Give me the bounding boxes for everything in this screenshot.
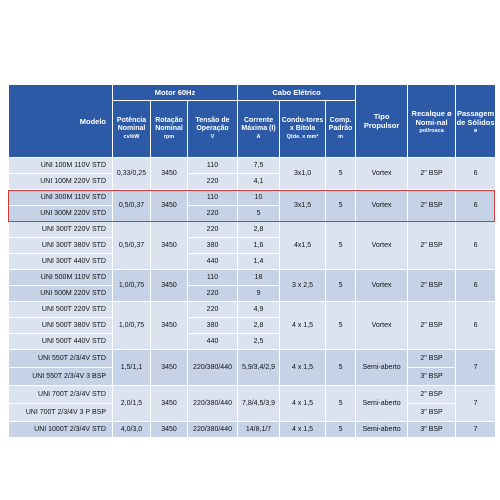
rotacao-cell: 3450 [151, 270, 188, 302]
header-corrente [238, 101, 280, 158]
header-potencia-unit: cv/kW [123, 134, 140, 141]
comp-cell: 5 [326, 270, 356, 302]
tipo-cell: Vortex [356, 190, 408, 222]
corrente-cell: 2,5 [238, 334, 280, 350]
table-row [9, 222, 496, 238]
tensao-cell: 220 [188, 174, 238, 190]
header-group-cabo: Cabo Elétrico [238, 85, 356, 101]
recalque-cell: 2" BSP [408, 190, 456, 222]
passagem-cell: 6 [456, 302, 496, 350]
potencia-cell: 0,33/0,25 [113, 158, 151, 190]
header-passagem-label: Passagem de Sólidos [456, 108, 495, 127]
pump-spec-table-container [8, 84, 495, 438]
tensao-cell: 110 [188, 158, 238, 174]
model-cell: UNI 500T 440V STD [9, 334, 113, 350]
recalque-cell: 2" BSP [408, 386, 456, 404]
header-condutores-unit: Qtde. x mm² [286, 134, 319, 141]
tipo-cell: Semi-aberto [356, 386, 408, 422]
potencia-cell: 2,0/1,5 [113, 386, 151, 422]
model-cell: UNI 500M 110V STD [9, 270, 113, 286]
model-cell: UNI 100M 110V STD [9, 158, 113, 174]
tensao-cell: 220/380/440 [188, 386, 238, 422]
model-cell: UNI 300T 380V STD [9, 238, 113, 254]
table-row [9, 190, 496, 206]
model-cell: UNI 500T 380V STD [9, 318, 113, 334]
passagem-cell: 7 [456, 386, 496, 422]
tensao-cell: 220 [188, 222, 238, 238]
rotacao-cell: 3450 [151, 222, 188, 270]
table-body [9, 158, 496, 438]
tensao-cell: 220/380/440 [188, 422, 238, 438]
condutores-cell: 4x1,5 [280, 222, 326, 270]
header-condutores-label: Condu-tores x Bitola [281, 117, 324, 133]
header-rotacao-label: Rotação Nominal [155, 117, 183, 133]
comp-cell: 5 [326, 386, 356, 422]
table-row [9, 386, 496, 404]
model-cell: UNI 300M 220V STD [9, 206, 113, 222]
comp-cell: 5 [326, 422, 356, 438]
comp-cell: 5 [326, 190, 356, 222]
corrente-cell: 1,6 [238, 238, 280, 254]
header-tipo [356, 85, 408, 158]
corrente-cell: 18 [238, 270, 280, 286]
header-passagem-unit: ø [473, 127, 478, 134]
header-recalque-unit: pol/rosca [419, 127, 444, 134]
condutores-cell: 4 x 1,5 [280, 302, 326, 350]
tipo-cell: Semi-aberto [356, 350, 408, 386]
passagem-cell: 6 [456, 190, 496, 222]
passagem-cell: 7 [456, 350, 496, 386]
tipo-cell: Vortex [356, 222, 408, 270]
rotacao-cell: 3450 [151, 422, 188, 438]
header-rotacao [151, 101, 188, 158]
model-cell: UNI 500M 220V STD [9, 286, 113, 302]
tensao-cell: 220 [188, 302, 238, 318]
potencia-cell: 0,5/0,37 [113, 190, 151, 222]
corrente-cell: 9 [238, 286, 280, 302]
potencia-cell: 1,0/0,75 [113, 270, 151, 302]
model-cell: UNI 700T 2/3/4V STD [9, 386, 113, 404]
corrente-cell: 4,9 [238, 302, 280, 318]
potencia-cell: 0,5/0,37 [113, 222, 151, 270]
header-recalque-label: Recalque ø Nomi-nal [411, 108, 452, 127]
rotacao-cell: 3450 [151, 302, 188, 350]
condutores-cell: 3x1,5 [280, 190, 326, 222]
header-comp-label: Comp. Padrão [328, 117, 353, 133]
corrente-cell: 1,4 [238, 254, 280, 270]
corrente-cell: 7,8/4,5/3,9 [238, 386, 280, 422]
tensao-cell: 110 [188, 190, 238, 206]
header-tensao-unit: V [210, 134, 215, 141]
comp-cell: 5 [326, 302, 356, 350]
condutores-cell: 4 x 1,5 [280, 422, 326, 438]
rotacao-cell: 3450 [151, 386, 188, 422]
tensao-cell: 220 [188, 206, 238, 222]
recalque-cell: 3" BSP [408, 368, 456, 386]
rotacao-cell: 3450 [151, 350, 188, 386]
model-cell: UNI 100M 220V STD [9, 174, 113, 190]
recalque-cell: 2" BSP [408, 270, 456, 302]
potencia-cell: 1,5/1,1 [113, 350, 151, 386]
pump-spec-table [8, 84, 496, 438]
model-cell: UNI 500T 220V STD [9, 302, 113, 318]
model-cell: UNI 550T 2/3/4V STD [9, 350, 113, 368]
header-tipo-label: Tipo Propulsor [363, 112, 400, 130]
tensao-cell: 440 [188, 254, 238, 270]
header-comp [326, 101, 356, 158]
rotacao-cell: 3450 [151, 158, 188, 190]
rotacao-cell: 3450 [151, 190, 188, 222]
tipo-cell: Semi-aberto [356, 422, 408, 438]
condutores-cell: 4 x 1,5 [280, 350, 326, 386]
corrente-cell: 2,8 [238, 318, 280, 334]
tensao-cell: 380 [188, 238, 238, 254]
corrente-cell: 2,8 [238, 222, 280, 238]
header-potencia [113, 101, 151, 158]
model-cell: UNI 300T 440V STD [9, 254, 113, 270]
table-row [9, 302, 496, 318]
comp-cell: 5 [326, 350, 356, 386]
tipo-cell: Vortex [356, 270, 408, 302]
recalque-cell: 3" BSP [408, 422, 456, 438]
header-passagem [456, 85, 496, 158]
tensao-cell: 380 [188, 318, 238, 334]
header-recalque [408, 85, 456, 158]
recalque-cell: 3" BSP [408, 404, 456, 422]
passagem-cell: 6 [456, 222, 496, 270]
header-condutores [280, 101, 326, 158]
header-modelo: Modelo [9, 85, 113, 158]
model-cell: UNI 700T 2/3/4V 3 P BSP [9, 404, 113, 422]
table-row [9, 158, 496, 174]
corrente-cell: 5 [238, 206, 280, 222]
corrente-cell: 4,1 [238, 174, 280, 190]
model-cell: UNI 550T 2/3/4V 3 BSP [9, 368, 113, 386]
tensao-cell: 220/380/440 [188, 350, 238, 386]
recalque-cell: 2" BSP [408, 158, 456, 190]
tensao-cell: 440 [188, 334, 238, 350]
tipo-cell: Vortex [356, 158, 408, 190]
recalque-cell: 2" BSP [408, 302, 456, 350]
condutores-cell: 3 x 2,5 [280, 270, 326, 302]
condutores-cell: 4 x 1,5 [280, 386, 326, 422]
passagem-cell: 6 [456, 270, 496, 302]
corrente-cell: 14/8,1/7 [238, 422, 280, 438]
header-corrente-label: Corrente Máxima (I) [241, 117, 276, 133]
table-row [9, 422, 496, 438]
corrente-cell: 5,9/3,4/2,9 [238, 350, 280, 386]
passagem-cell: 6 [456, 158, 496, 190]
tensao-cell: 220 [188, 286, 238, 302]
comp-cell: 5 [326, 222, 356, 270]
tensao-cell: 110 [188, 270, 238, 286]
model-cell: UNI 300M 110V STD [9, 190, 113, 206]
potencia-cell: 4,0/3,0 [113, 422, 151, 438]
passagem-cell: 7 [456, 422, 496, 438]
recalque-cell: 2" BSP [408, 350, 456, 368]
model-cell: UNI 1000T 2/3/4V STD [9, 422, 113, 438]
header-group-motor: Motor 60Hz [113, 85, 238, 101]
comp-cell: 5 [326, 158, 356, 190]
condutores-cell: 3x1,0 [280, 158, 326, 190]
potencia-cell: 1,0/0,75 [113, 302, 151, 350]
header-tensao [188, 101, 238, 158]
model-cell: UNI 300T 220V STD [9, 222, 113, 238]
recalque-cell: 2" BSP [408, 222, 456, 270]
tipo-cell: Vortex [356, 302, 408, 350]
corrente-cell: 10 [238, 190, 280, 206]
corrente-cell: 7,5 [238, 158, 280, 174]
table-row [9, 350, 496, 368]
header-rotacao-unit: rpm [163, 134, 175, 141]
header-corrente-unit: A [256, 134, 261, 141]
header-tensao-label: Tensão de Operação [195, 117, 230, 133]
header-comp-unit: m [338, 134, 343, 141]
table-row [9, 270, 496, 286]
header-potencia-label: Potência Nominal [116, 117, 147, 133]
